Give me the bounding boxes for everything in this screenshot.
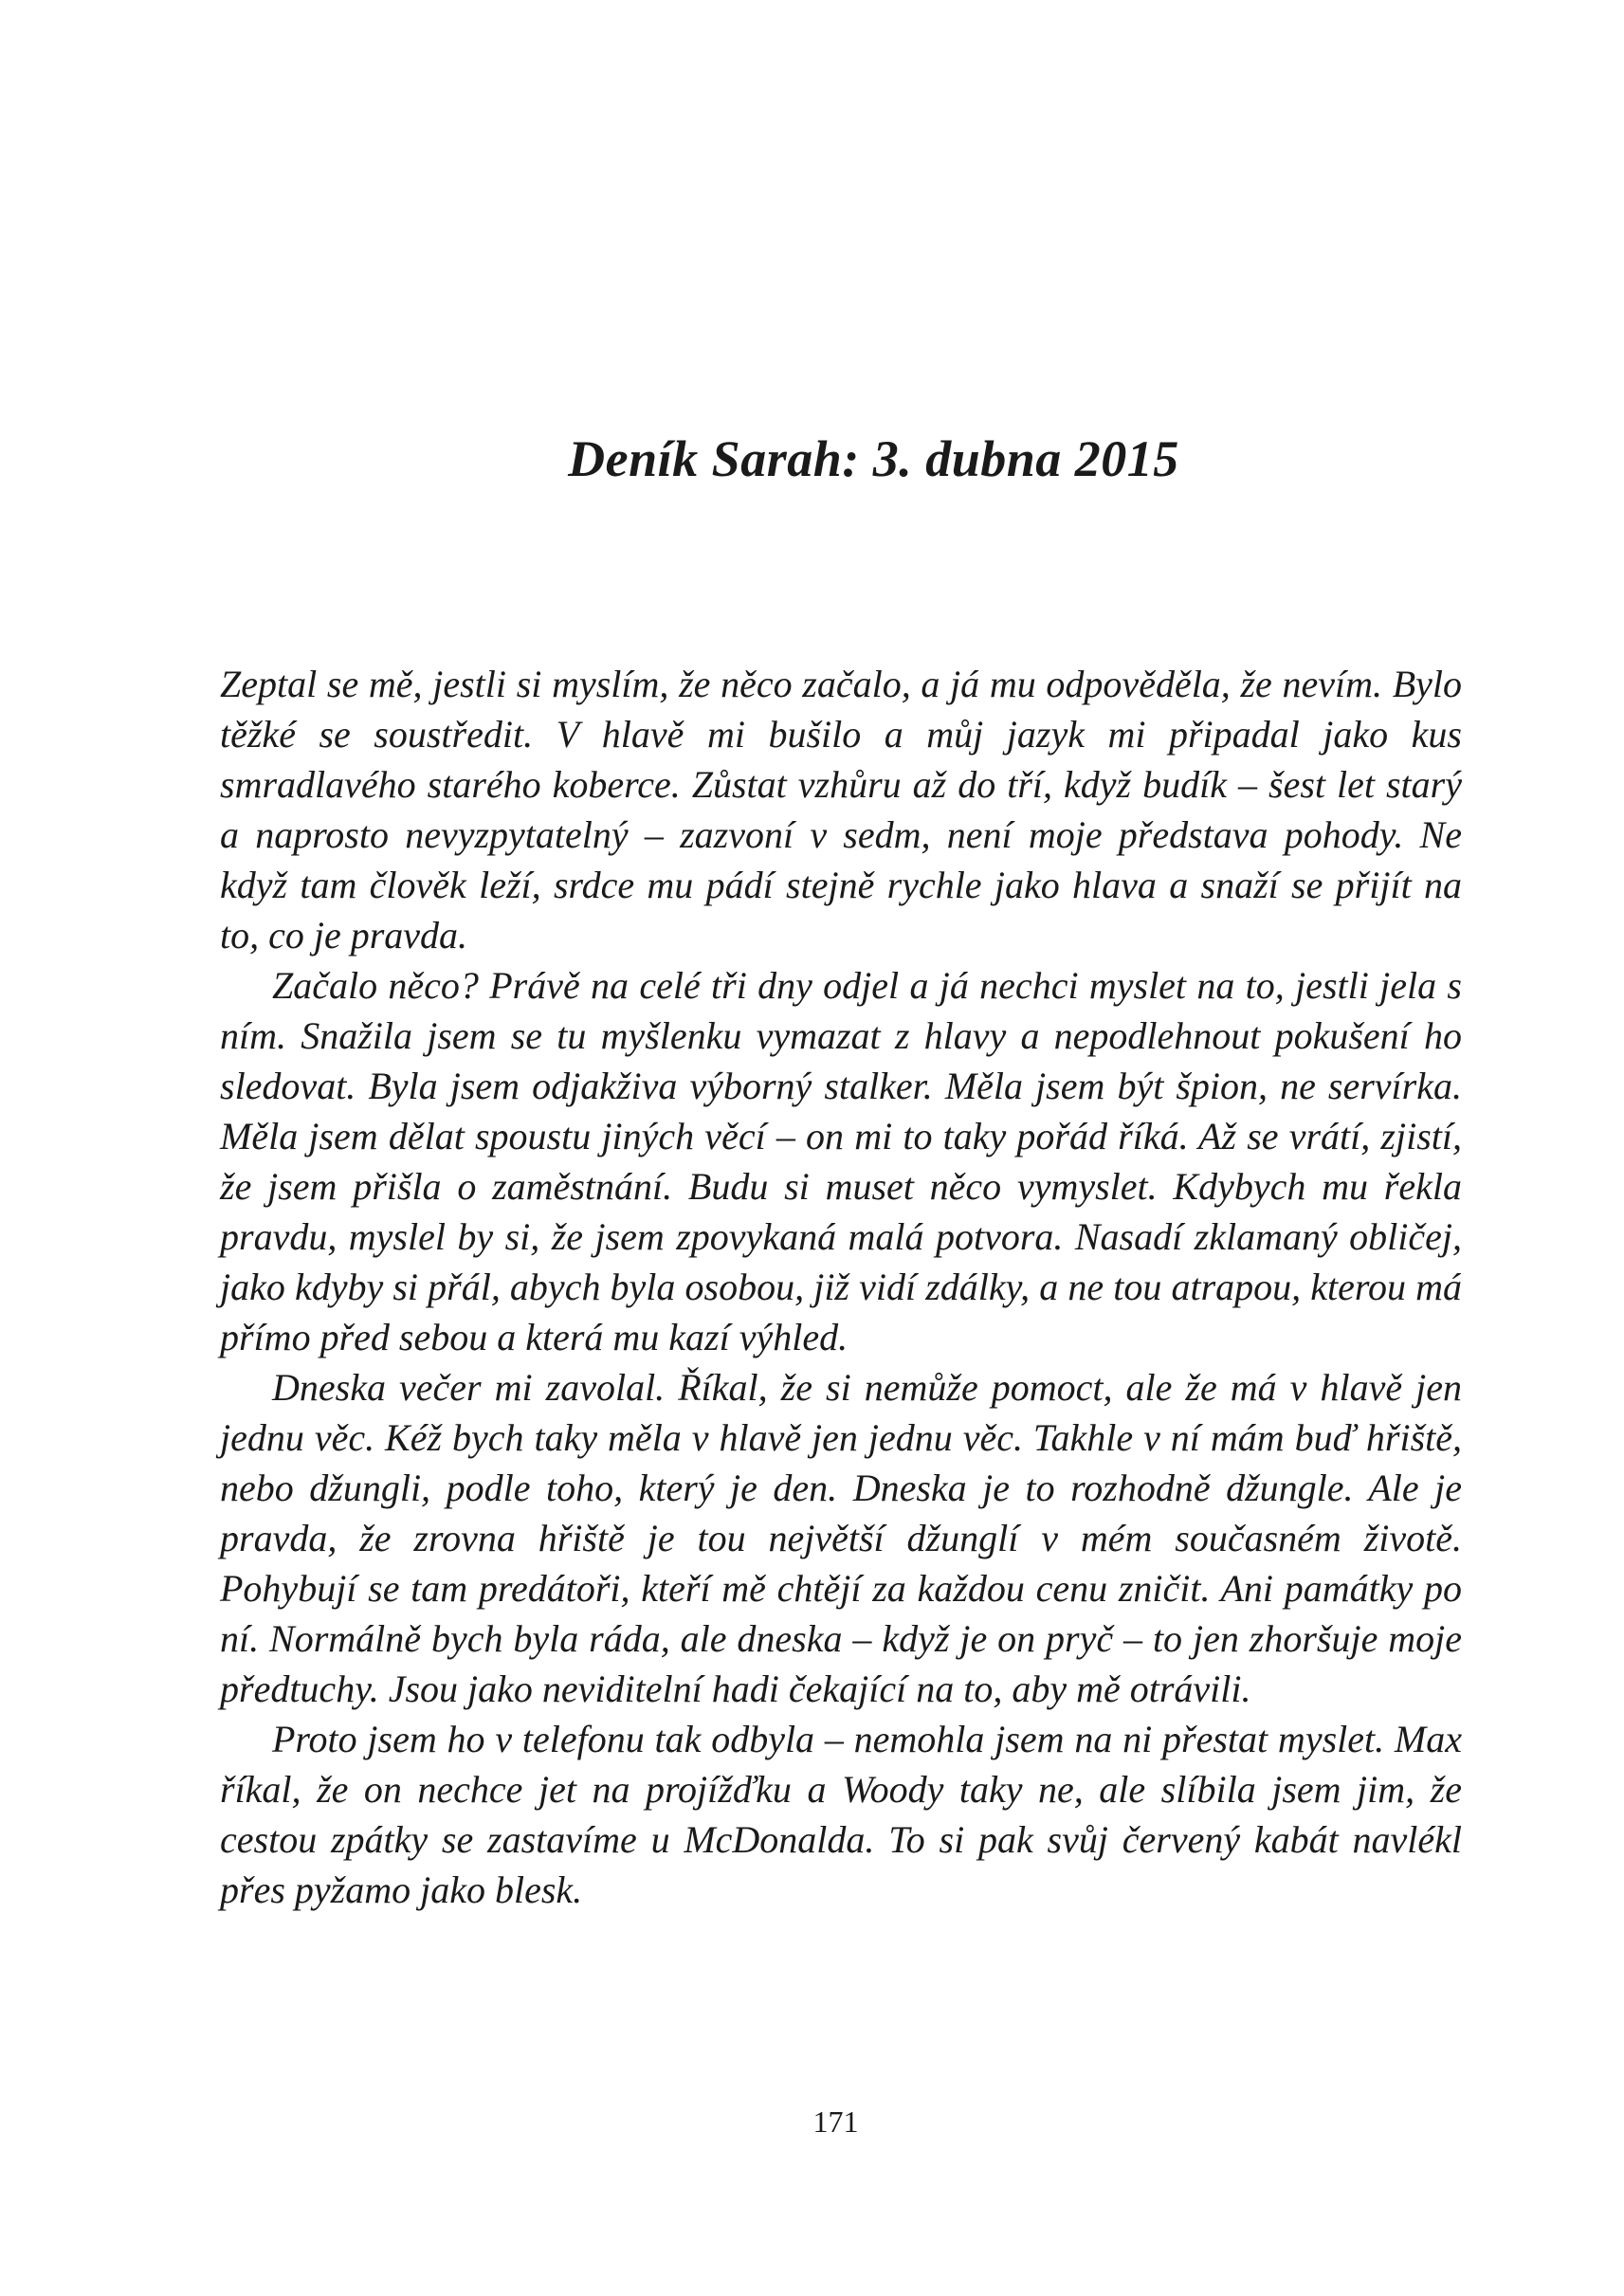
paragraph-1: Zeptal se mě, jestli si myslím, že něco začalo, a já mu odpověděla, že nevím. Bylo těžké se soustředit. V hlavě mi bušilo a můj jazyk mi připadal jako kus smradlavého starého koberce. Zůstat vzhůru až do tří, když budík – šest let starý a naprosto nevyzpytatelný – zazvoní v sedm, není moje představa pohody. Ne když tam člověk leží, srdce mu pádí stejně rychle jako hlava a snaží se přijít na to, co je pravda. [220,663,1462,957]
page-number: 171 [812,2105,859,2139]
paragraph-4: Proto jsem ho v telefonu tak odbyla – nemohla jsem na ni přestat myslet. Max říkal, že on nechce jet na projížďku a Woody taky ne, ale slíbila jsem jim, že cestou zpátky se zastavíme u McDonalda. To si pak svůj červený kabát navlékl přes pyžamo jako blesk. [220,1718,1462,1911]
chapter-title: Deník Sarah: 3. dubna 2015 [568,430,1179,487]
body-text [220,659,1462,1915]
paragraph-3: Dneska večer mi zavolal. Říkal, že si nemůže pomoct, ale že má v hlavě jen jednu věc. Kéž bych taky měla v hlavě jen jednu věc. Takhle v ní mám buď hřiště, nebo džungli, podle toho, který je den. Dneska je to rozhodně džungle. Ale je pravda, že zrovna hřiště je tou největší džunglí v mém současném životě. Pohybují se tam predátoři, kteří mě chtějí za každou cenu zničit. Ani památky po ní. Normálně bych byla ráda, ale dneska – když je on pryč – to jen zhoršuje moje předtuchy. Jsou jako neviditelní hadi čekající na to, aby mě otrávili. [220,1366,1462,1710]
paragraph-2: Začalo něco? Právě na celé tři dny odjel a já nechci myslet na to, jestli jela s ním. Snažila jsem se tu myšlenku vymazat z hlavy a nepodlehnout pokušení ho sledovat. Byla jsem odjakživa výborný stalker. Měla jsem být špion, ne servírka. Měla jsem dělat spoustu jiných věcí – on mi to taky pořád říká. Až se vrátí, zjistí, že jsem přišla o zaměstnání. Budu si muset něco vymyslet. Kdybych mu řekla pravdu, myslel by si, že jsem zpovykaná malá potvora. Nasadí zklamaný obličej, jako kdyby si přál, abych byla osobou, již vidí zdálky, a ne tou atrapou, kterou má přímo před sebou a která mu kazí výhled. [220,964,1462,1358]
